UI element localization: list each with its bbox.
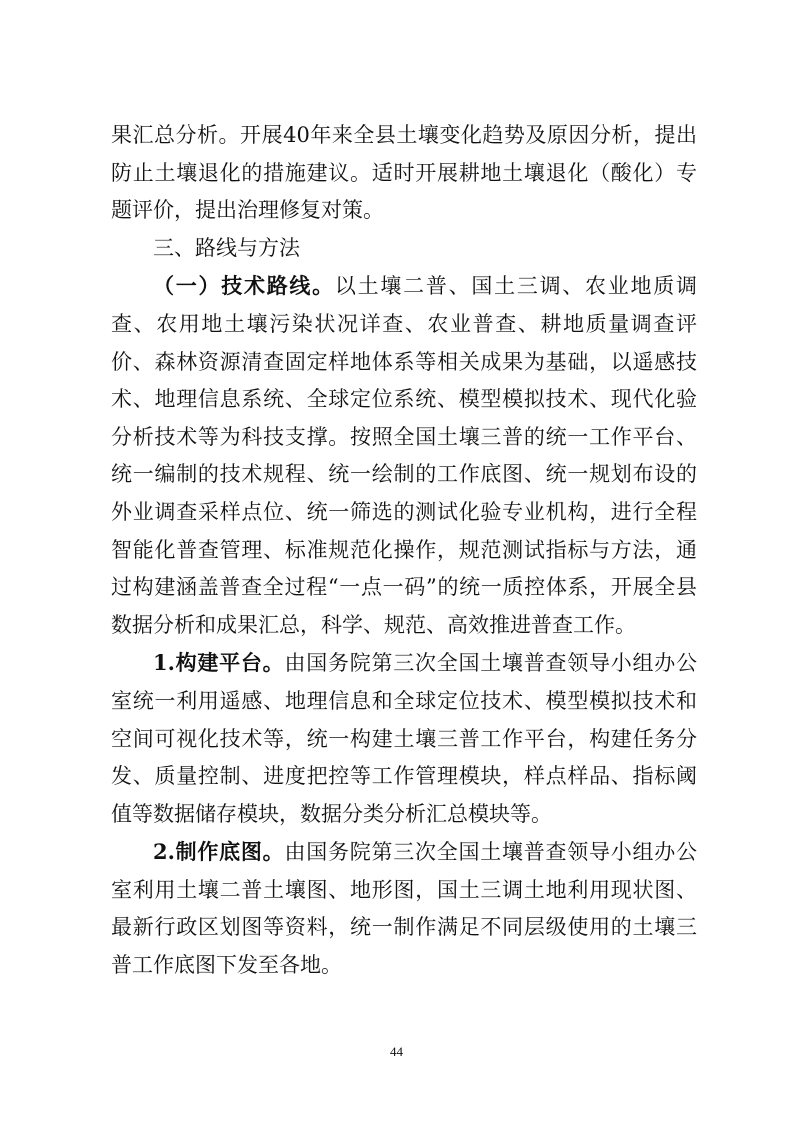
paragraph-text: 以土壤二普、国土三调、农业地质调查、农用地土壤污染状况详查、农业普查、耕地质量调查评价、森林资源清查固定样地体系等相关成果为基础，以遥感技术、地理信息系统、全球定位系统、模型模拟技术、现代化验分析技术等为科技支撑。按照全国土壤三普的统一工作平台、统一编制的技术规程、统一绘制的工作底图、统一规划布设的外业调查采样点位、统一筛选的测试化验专业机构，进行全程智能化普查管理、标准规范化操作，规范测试指标与方法，通过构建涵盖普查全过程“一点一码”的统一质控体系，开展全县数据分析和成果汇总，科学、规范、高效推进普查工作。: [111, 274, 698, 637]
subsection-title: （一）技术路线。: [153, 273, 335, 299]
body-text: [111, 117, 697, 985]
paragraph-technical-route: [111, 267, 697, 644]
paragraph-build-platform: [111, 644, 697, 833]
paragraph-text: 果汇总分析。开展40年来全县土壤变化趋势及原因分析，提出防止土壤退化的措施建议。适时开展耕地土壤退化（酸化）专题评价，提出治理修复对策。: [111, 123, 697, 223]
item-title: 1.构建平台。: [153, 650, 285, 676]
page-number: 44: [390, 1044, 403, 1059]
section-heading: [111, 230, 697, 268]
paragraph-continuation: [111, 117, 697, 230]
section-heading-text: 三、路线与方法: [153, 235, 300, 260]
paragraph-make-base-map: [111, 833, 697, 984]
paragraph-text: 由国务院第三次全国土壤普查领导小组办公室统一利用遥感、地理信息和全球定位技术、模型模拟技术和空间可视化技术等，统一构建土壤三普工作平台，构建任务分发、质量控制、进度把控等工作管理模块，样点样品、指标阈值等数据储存模块，数据分类分析汇总模块等。: [111, 651, 697, 826]
paragraph-text: 由国务院第三次全国土壤普查领导小组办公室利用土壤二普土壤图、地形图，国土三调土地利用现状图、最新行政区划图等资料，统一制作满足不同层级使用的土壤三普工作底图下发至各地。: [111, 840, 697, 978]
item-title: 2.制作底图。: [153, 839, 285, 865]
